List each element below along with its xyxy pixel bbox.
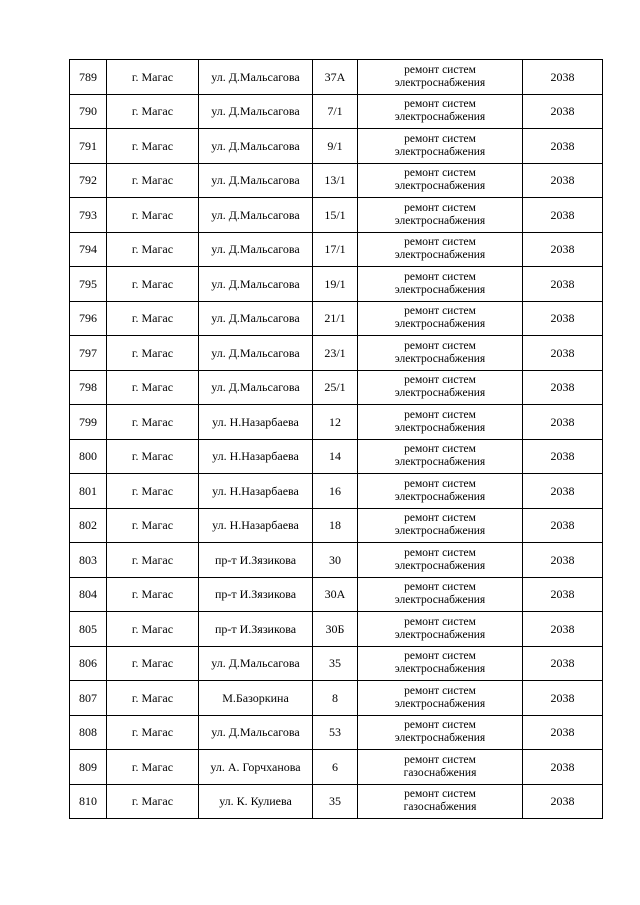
- work-type-line1: ремонт систем: [404, 339, 476, 352]
- work-type-line2: газоснабжения: [403, 766, 477, 779]
- row-number: 804: [70, 577, 107, 612]
- year: 2038: [523, 301, 603, 336]
- city: г. Магас: [107, 474, 199, 509]
- year: 2038: [523, 370, 603, 405]
- table-row: [70, 681, 603, 716]
- work-type-line2: электроснабжения: [394, 663, 486, 676]
- street: ул. А. Горчханова: [199, 750, 313, 785]
- work-type-line2: электроснабжения: [394, 111, 486, 124]
- city: г. Магас: [107, 198, 199, 233]
- work-type: [358, 784, 523, 819]
- house-number: 14: [313, 439, 358, 474]
- table-row: [70, 129, 603, 164]
- city: г. Магас: [107, 543, 199, 578]
- row-number: 798: [70, 370, 107, 405]
- row-number: 801: [70, 474, 107, 509]
- table-row: [70, 750, 603, 785]
- work-type: [358, 94, 523, 129]
- work-type: [358, 474, 523, 509]
- work-type-line1: ремонт систем: [404, 581, 476, 594]
- house-number: 16: [313, 474, 358, 509]
- work-type-line1: ремонт систем: [404, 443, 476, 456]
- house-number: 35: [313, 646, 358, 681]
- work-type-line1: ремонт систем: [404, 408, 476, 421]
- year: 2038: [523, 784, 603, 819]
- row-number: 794: [70, 232, 107, 267]
- work-type-line1: ремонт систем: [404, 132, 476, 145]
- table-row: [70, 198, 603, 233]
- work-type-line1: ремонт систем: [404, 788, 476, 801]
- row-number: 808: [70, 715, 107, 750]
- row-number: 790: [70, 94, 107, 129]
- house-number: 6: [313, 750, 358, 785]
- house-number: 53: [313, 715, 358, 750]
- house-number: 7/1: [313, 94, 358, 129]
- work-type: [358, 715, 523, 750]
- year: 2038: [523, 163, 603, 198]
- house-number: 15/1: [313, 198, 358, 233]
- table-row: [70, 301, 603, 336]
- work-type-line1: ремонт систем: [404, 374, 476, 387]
- year: 2038: [523, 681, 603, 716]
- house-number: 25/1: [313, 370, 358, 405]
- table-row: [70, 405, 603, 440]
- table-body: [70, 60, 603, 819]
- street: ул. К. Кулиева: [199, 784, 313, 819]
- street: ул. Д.Мальсагова: [199, 370, 313, 405]
- table-row: [70, 370, 603, 405]
- work-type: [358, 198, 523, 233]
- house-number: 18: [313, 508, 358, 543]
- table-row: [70, 474, 603, 509]
- work-type-line2: электроснабжения: [394, 628, 486, 641]
- work-type-line2: электроснабжения: [394, 180, 486, 193]
- work-type-line1: ремонт систем: [404, 270, 476, 283]
- work-type-line1: ремонт систем: [404, 201, 476, 214]
- work-type: [358, 60, 523, 95]
- row-number: 809: [70, 750, 107, 785]
- work-type-line2: электроснабжения: [394, 456, 486, 469]
- row-number: 805: [70, 612, 107, 647]
- work-type-line2: электроснабжения: [394, 525, 486, 538]
- table-row: [70, 439, 603, 474]
- work-type: [358, 232, 523, 267]
- city: г. Магас: [107, 646, 199, 681]
- house-number: 9/1: [313, 129, 358, 164]
- street: ул. Д.Мальсагова: [199, 267, 313, 302]
- work-type-line2: газоснабжения: [403, 801, 477, 814]
- street: ул. Д.Мальсагова: [199, 336, 313, 371]
- year: 2038: [523, 577, 603, 612]
- table-row: [70, 336, 603, 371]
- house-number: 37А: [313, 60, 358, 95]
- table-row: [70, 543, 603, 578]
- work-type-line2: электроснабжения: [394, 145, 486, 158]
- street: пр-т И.Зязикова: [199, 543, 313, 578]
- street: ул. Н.Назарбаева: [199, 405, 313, 440]
- row-number: 797: [70, 336, 107, 371]
- work-type-line2: электроснабжения: [394, 283, 486, 296]
- work-type-line2: электроснабжения: [394, 559, 486, 572]
- work-type-line1: ремонт систем: [404, 684, 476, 697]
- street: ул. Д.Мальсагова: [199, 232, 313, 267]
- work-type-line1: ремонт систем: [404, 167, 476, 180]
- street: ул. Д.Мальсагова: [199, 129, 313, 164]
- year: 2038: [523, 715, 603, 750]
- street: пр-т И.Зязикова: [199, 612, 313, 647]
- house-number: 30А: [313, 577, 358, 612]
- year: 2038: [523, 750, 603, 785]
- row-number: 792: [70, 163, 107, 198]
- work-type-line1: ремонт систем: [404, 512, 476, 525]
- city: г. Магас: [107, 612, 199, 647]
- city: г. Магас: [107, 784, 199, 819]
- city: г. Магас: [107, 750, 199, 785]
- street: ул. Д.Мальсагова: [199, 646, 313, 681]
- house-number: 13/1: [313, 163, 358, 198]
- work-type-line2: электроснабжения: [394, 76, 486, 89]
- table-row: [70, 508, 603, 543]
- street: пр-т И.Зязикова: [199, 577, 313, 612]
- row-number: 799: [70, 405, 107, 440]
- row-number: 807: [70, 681, 107, 716]
- city: г. Магас: [107, 336, 199, 371]
- work-type: [358, 129, 523, 164]
- work-type-line2: электроснабжения: [394, 352, 486, 365]
- work-type: [358, 646, 523, 681]
- table-row: [70, 267, 603, 302]
- year: 2038: [523, 94, 603, 129]
- work-type-line2: электроснабжения: [394, 732, 486, 745]
- city: г. Магас: [107, 577, 199, 612]
- city: г. Магас: [107, 163, 199, 198]
- street: ул. Д.Мальсагова: [199, 198, 313, 233]
- work-type: [358, 543, 523, 578]
- work-type-line1: ремонт систем: [404, 305, 476, 318]
- house-number: 21/1: [313, 301, 358, 336]
- work-type-line1: ремонт систем: [404, 650, 476, 663]
- city: г. Магас: [107, 60, 199, 95]
- year: 2038: [523, 646, 603, 681]
- work-type-line1: ремонт систем: [404, 615, 476, 628]
- work-type: [358, 508, 523, 543]
- year: 2038: [523, 405, 603, 440]
- row-number: 806: [70, 646, 107, 681]
- table-row: [70, 232, 603, 267]
- house-number: 35: [313, 784, 358, 819]
- year: 2038: [523, 232, 603, 267]
- work-type-line1: ремонт систем: [404, 477, 476, 490]
- table-row: [70, 612, 603, 647]
- row-number: 793: [70, 198, 107, 233]
- work-type: [358, 681, 523, 716]
- table-row: [70, 577, 603, 612]
- city: г. Магас: [107, 301, 199, 336]
- city: г. Магас: [107, 715, 199, 750]
- work-type-line1: ремонт систем: [404, 753, 476, 766]
- work-type: [358, 301, 523, 336]
- year: 2038: [523, 60, 603, 95]
- row-number: 789: [70, 60, 107, 95]
- city: г. Магас: [107, 681, 199, 716]
- work-type: [358, 612, 523, 647]
- street: ул. Д.Мальсагова: [199, 715, 313, 750]
- table-row: [70, 94, 603, 129]
- house-number: 8: [313, 681, 358, 716]
- work-type: [358, 163, 523, 198]
- row-number: 810: [70, 784, 107, 819]
- house-number: 19/1: [313, 267, 358, 302]
- house-number: 12: [313, 405, 358, 440]
- work-type: [358, 750, 523, 785]
- street: ул. Н.Назарбаева: [199, 474, 313, 509]
- table-row: [70, 60, 603, 95]
- year: 2038: [523, 336, 603, 371]
- work-type-line2: электроснабжения: [394, 387, 486, 400]
- work-type-line2: электроснабжения: [394, 490, 486, 503]
- row-number: 795: [70, 267, 107, 302]
- city: г. Магас: [107, 129, 199, 164]
- city: г. Магас: [107, 267, 199, 302]
- work-type-line2: электроснабжения: [394, 318, 486, 331]
- year: 2038: [523, 129, 603, 164]
- repair-schedule-table: [69, 59, 603, 819]
- year: 2038: [523, 543, 603, 578]
- city: г. Магас: [107, 508, 199, 543]
- work-type-line2: электроснабжения: [394, 214, 486, 227]
- row-number: 800: [70, 439, 107, 474]
- work-type-line1: ремонт систем: [404, 546, 476, 559]
- work-type: [358, 336, 523, 371]
- house-number: 17/1: [313, 232, 358, 267]
- city: г. Магас: [107, 94, 199, 129]
- work-type-line1: ремонт систем: [404, 98, 476, 111]
- table-row: [70, 163, 603, 198]
- year: 2038: [523, 612, 603, 647]
- work-type: [358, 267, 523, 302]
- street: ул. Н.Назарбаева: [199, 508, 313, 543]
- year: 2038: [523, 198, 603, 233]
- table-row: [70, 784, 603, 819]
- year: 2038: [523, 439, 603, 474]
- street: ул. Д.Мальсагова: [199, 94, 313, 129]
- work-type: [358, 577, 523, 612]
- row-number: 796: [70, 301, 107, 336]
- street: ул. Н.Назарбаева: [199, 439, 313, 474]
- table-row: [70, 715, 603, 750]
- city: г. Магас: [107, 232, 199, 267]
- street: ул. Д.Мальсагова: [199, 301, 313, 336]
- table-row: [70, 646, 603, 681]
- street: ул. Д.Мальсагова: [199, 163, 313, 198]
- row-number: 802: [70, 508, 107, 543]
- work-type-line2: электроснабжения: [394, 249, 486, 262]
- work-type: [358, 405, 523, 440]
- work-type-line2: электроснабжения: [394, 421, 486, 434]
- street: М.Базоркина: [199, 681, 313, 716]
- work-type-line1: ремонт систем: [404, 719, 476, 732]
- city: г. Магас: [107, 439, 199, 474]
- row-number: 803: [70, 543, 107, 578]
- city: г. Магас: [107, 405, 199, 440]
- house-number: 30Б: [313, 612, 358, 647]
- street: ул. Д.Мальсагова: [199, 60, 313, 95]
- work-type-line1: ремонт систем: [404, 63, 476, 76]
- work-type: [358, 439, 523, 474]
- work-type: [358, 370, 523, 405]
- row-number: 791: [70, 129, 107, 164]
- work-type-line1: ремонт систем: [404, 236, 476, 249]
- city: г. Магас: [107, 370, 199, 405]
- year: 2038: [523, 267, 603, 302]
- house-number: 30: [313, 543, 358, 578]
- year: 2038: [523, 508, 603, 543]
- year: 2038: [523, 474, 603, 509]
- work-type-line2: электроснабжения: [394, 594, 486, 607]
- work-type-line2: электроснабжения: [394, 697, 486, 710]
- house-number: 23/1: [313, 336, 358, 371]
